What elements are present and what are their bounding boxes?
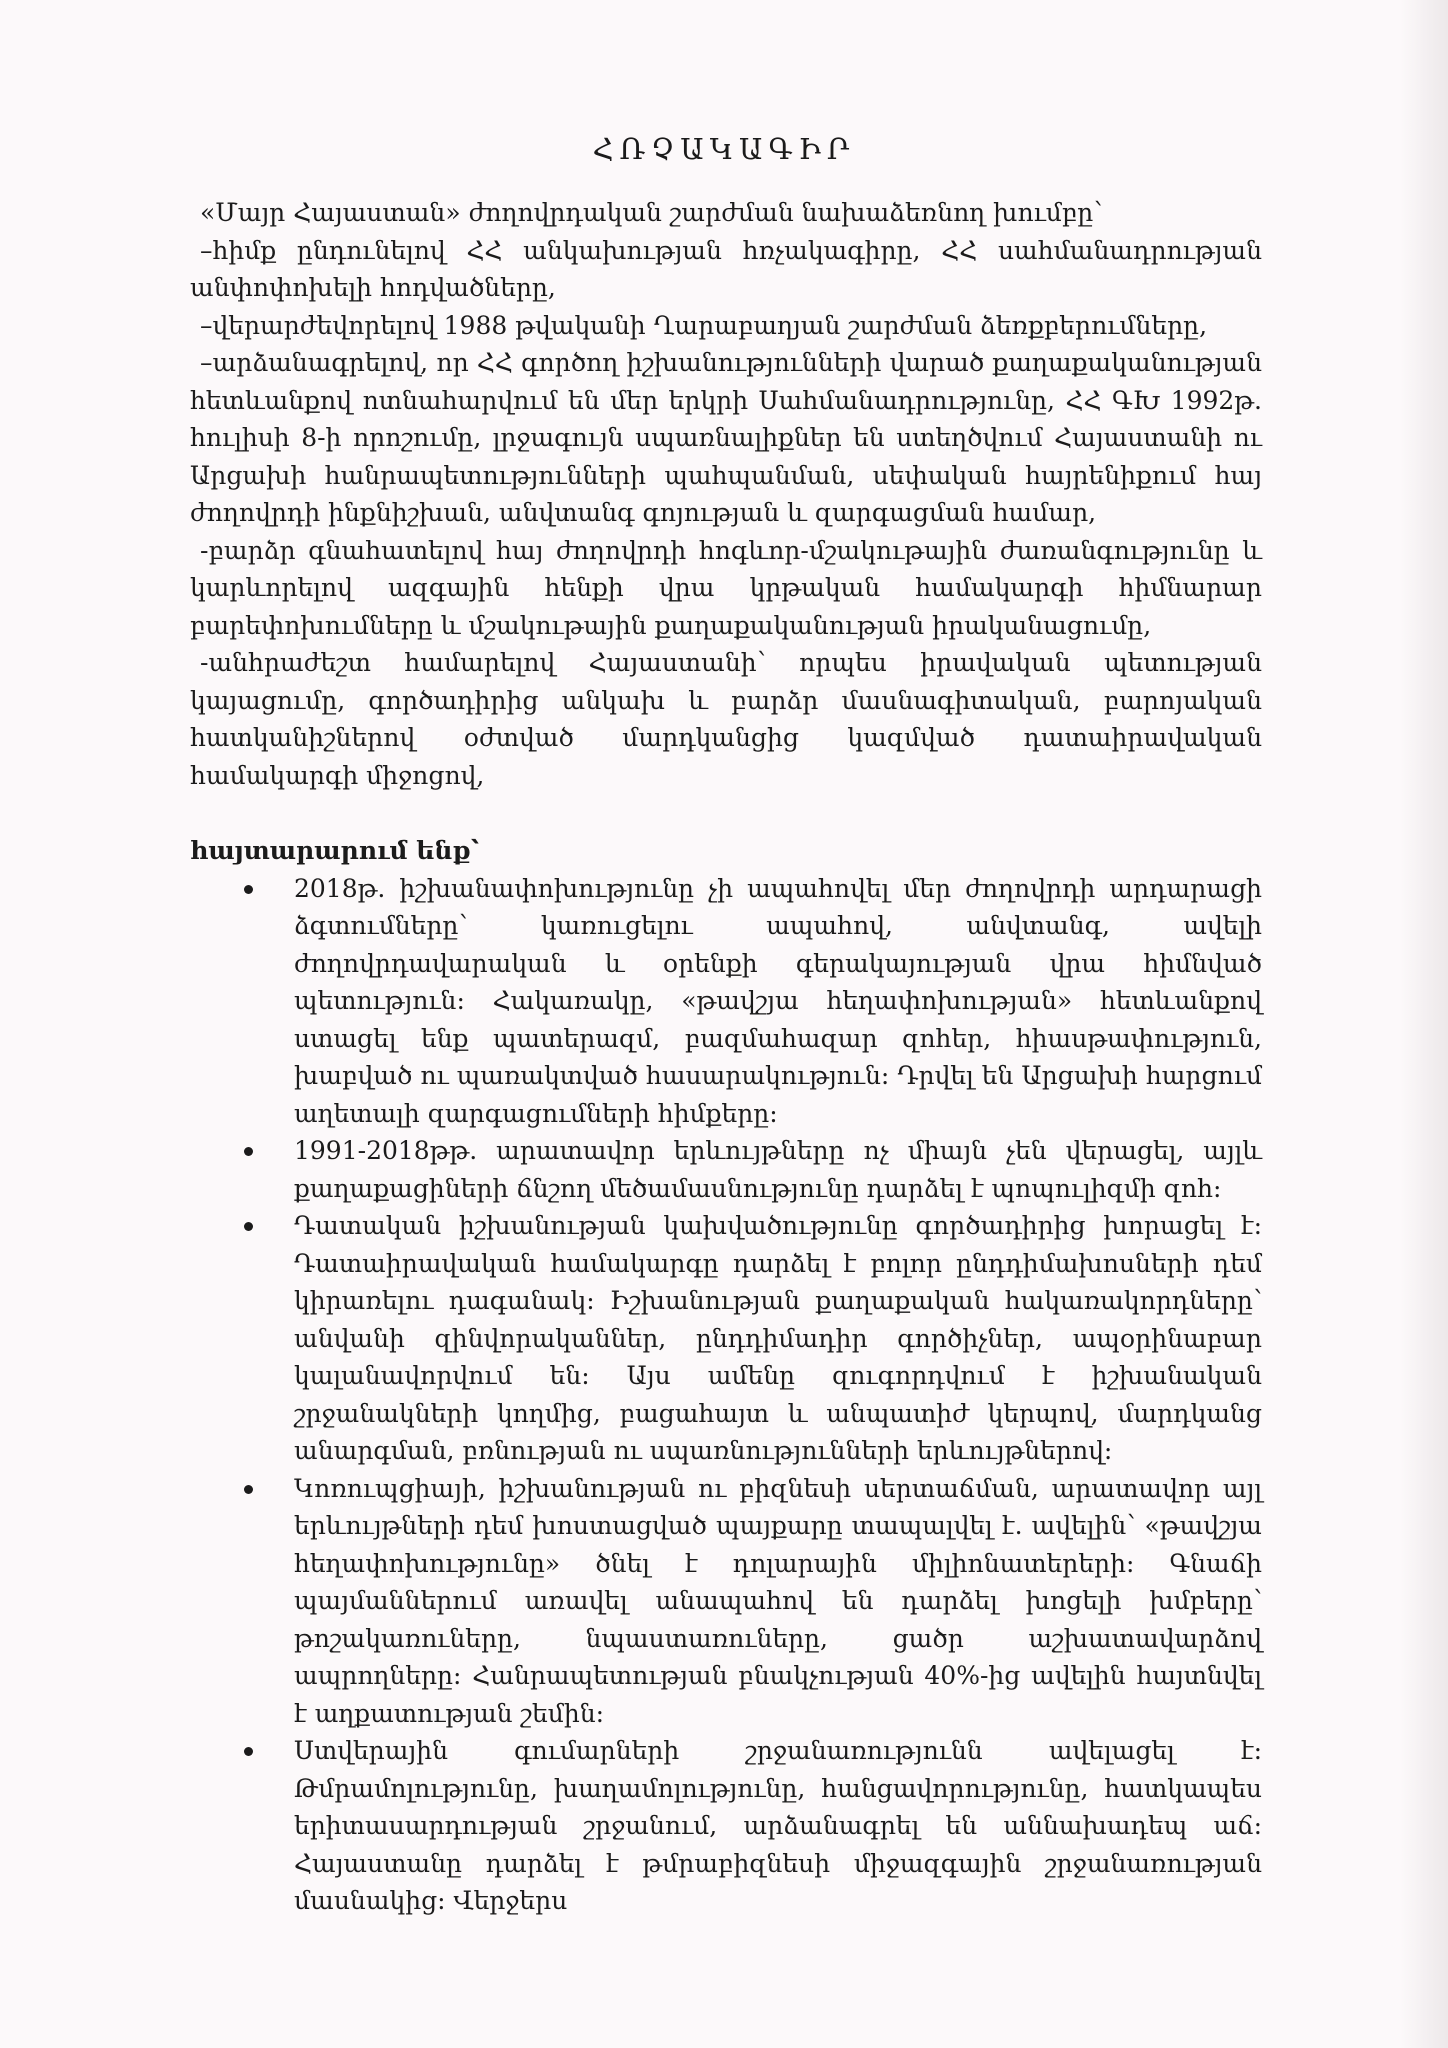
list-item-text: Ստվերային գումարների շրջանառությունն ավելացել է: Թմրամոլությունը, խաղամոլությունը, հանցավորությունը, հատկապես երիտասարդության շրջանում, արձանագրել են աննախադեպ աճ: Հայաստանը դարձել է թմրաբիզնեսի միջազգային շրջանառության մասնակից: Վերջերս <box>294 1736 1262 1915</box>
list-item-text: 2018թ. իշխանափոխությունը չի ապահովել մեր ժողովրդի արդարացի ձգտումները՝ կառուցելու ապահով, անվտանգ, ավելի ժողովրդավարական և օրենքի գերակայության վրա հիմնված պետություն: Հակառակը, «թավշյա հեղափոխության» հետևանքով ստացել ենք պատերազմ, բազմահազար զոհեր, հիասթափություն, խաբված ու պառակտված հասարակություն: Դրվել են Արցախի հարցում աղետալի զարգացումների հիմքերը: <box>294 873 1262 1128</box>
bullet-icon <box>244 885 253 894</box>
document-body <box>190 194 1262 1920</box>
intro-paragraph-4: –արձանագրելով, որ ՀՀ գործող իշխանությունների վարած քաղաքականության հետևանքով ոտնահարվում են մեր երկրի Սահմանադրությունը, ՀՀ ԳԽ 1992թ. հուլիսի 8-ի որոշումը, լրջագույն սպառնալիքներ են ստեղծվում Հայաստանի ու Արցախի հանրապետությունների պահպանման, սեփական հայրենիքում հայ ժողովրդի ինքնիշխան, անվտանգ գոյության և զարգացման համար, <box>190 348 1262 527</box>
declaration-heading: հայտարարում ենք՝ <box>190 836 479 865</box>
document-title: ՀՌՉԱԿԱԳԻՐ <box>592 132 856 166</box>
list-item-text: Կոռուպցիայի, իշխանության ու բիզնեսի սերտաճման, արատավոր այլ երևույթների դեմ խոստացված պայքարը տապալվել է. ավելին՝ «թավշյա հեղափոխությունը» ծնել է դոլարային միլիոնատերերի: Գնաճի պայմաններում առավել անապահով են դարձել խոցելի խմբերը՝ թոշակառուները, նպաստառուները, ցածր աշխատավարձով ապրողները: Հանրապետության բնակչության 40%-ից ավելին հայտնվել է աղքատության շեմին: <box>294 1473 1262 1728</box>
list-item <box>294 1732 1262 1920</box>
list-item-text: Դատական իշխանության կախվածությունը գործադիրից խորացել է: Դատաիրավական համակարգը դարձել է բոլոր ընդդիմախոսների դեմ կիրառելու դագանակ: Իշխանության քաղաքական հակառակորդները՝ անվանի զինվորականներ, ընդդիմադիր գործիչներ, ապօրինաբար կալանավորվում են: Այս ամենը զուգորդվում է իշխանական շրջանակների կողմից, բացահայտ և անպատիժ կերպով, մարդկանց անարգման, բռնության ու սպառնությունների երևույթներով: <box>294 1211 1262 1465</box>
scan-edge-shadow <box>1400 0 1448 2048</box>
declaration-list <box>190 870 1262 1920</box>
bullet-icon <box>244 1747 253 1756</box>
intro-paragraph-3: –վերարժեվորելով 1988 թվականի Ղարաբաղյան շարժման ձեռքբերումները, <box>200 310 1208 340</box>
intro-paragraph-5: -բարձր գնահատելով հայ ժողովրդի հոգևոր-մշակութային ժառանգությունը և կարևորելով ազգային հենքի վրա կրթական համակարգի հիմնարար բարեփոխումները և մշակութային քաղաքականության իրականացումը, <box>190 535 1262 640</box>
bullet-icon <box>244 1147 253 1156</box>
list-item-text: 1991-2018թթ. արատավոր երևույթները ոչ միայն չեն վերացել, այլև քաղաքացիների ճնշող մեծամասնությունը դարձել է պոպուլիզմի զոհ: <box>294 1136 1262 1203</box>
list-item <box>294 1132 1262 1207</box>
list-item <box>294 870 1262 1133</box>
intro-paragraph-2: –հիմք ընդունելով ՀՀ անկախության հռչակագիրը, ՀՀ սահմանադրության անփոփոխելի հոդվածները, <box>190 235 1262 302</box>
list-item <box>294 1207 1262 1470</box>
intro-paragraph-6: -անհրաժեշտ համարելով Հայաստանի՝ որպես իրավական պետության կայացումը, գործադիրից անկախ և բարձր մասնագիտական, բարոյական հատկանիշներով օժտված մարդկանցից կազմված դատաիրավական համակարգի միջոցով, <box>190 648 1262 790</box>
bullet-icon <box>244 1222 253 1231</box>
intro-paragraph-1: «Մայր Հայաստան» ժողովրդական շարժման նախաձեռնող խումբը՝ <box>200 198 1103 227</box>
bullet-icon <box>244 1485 253 1494</box>
list-item <box>294 1470 1262 1733</box>
